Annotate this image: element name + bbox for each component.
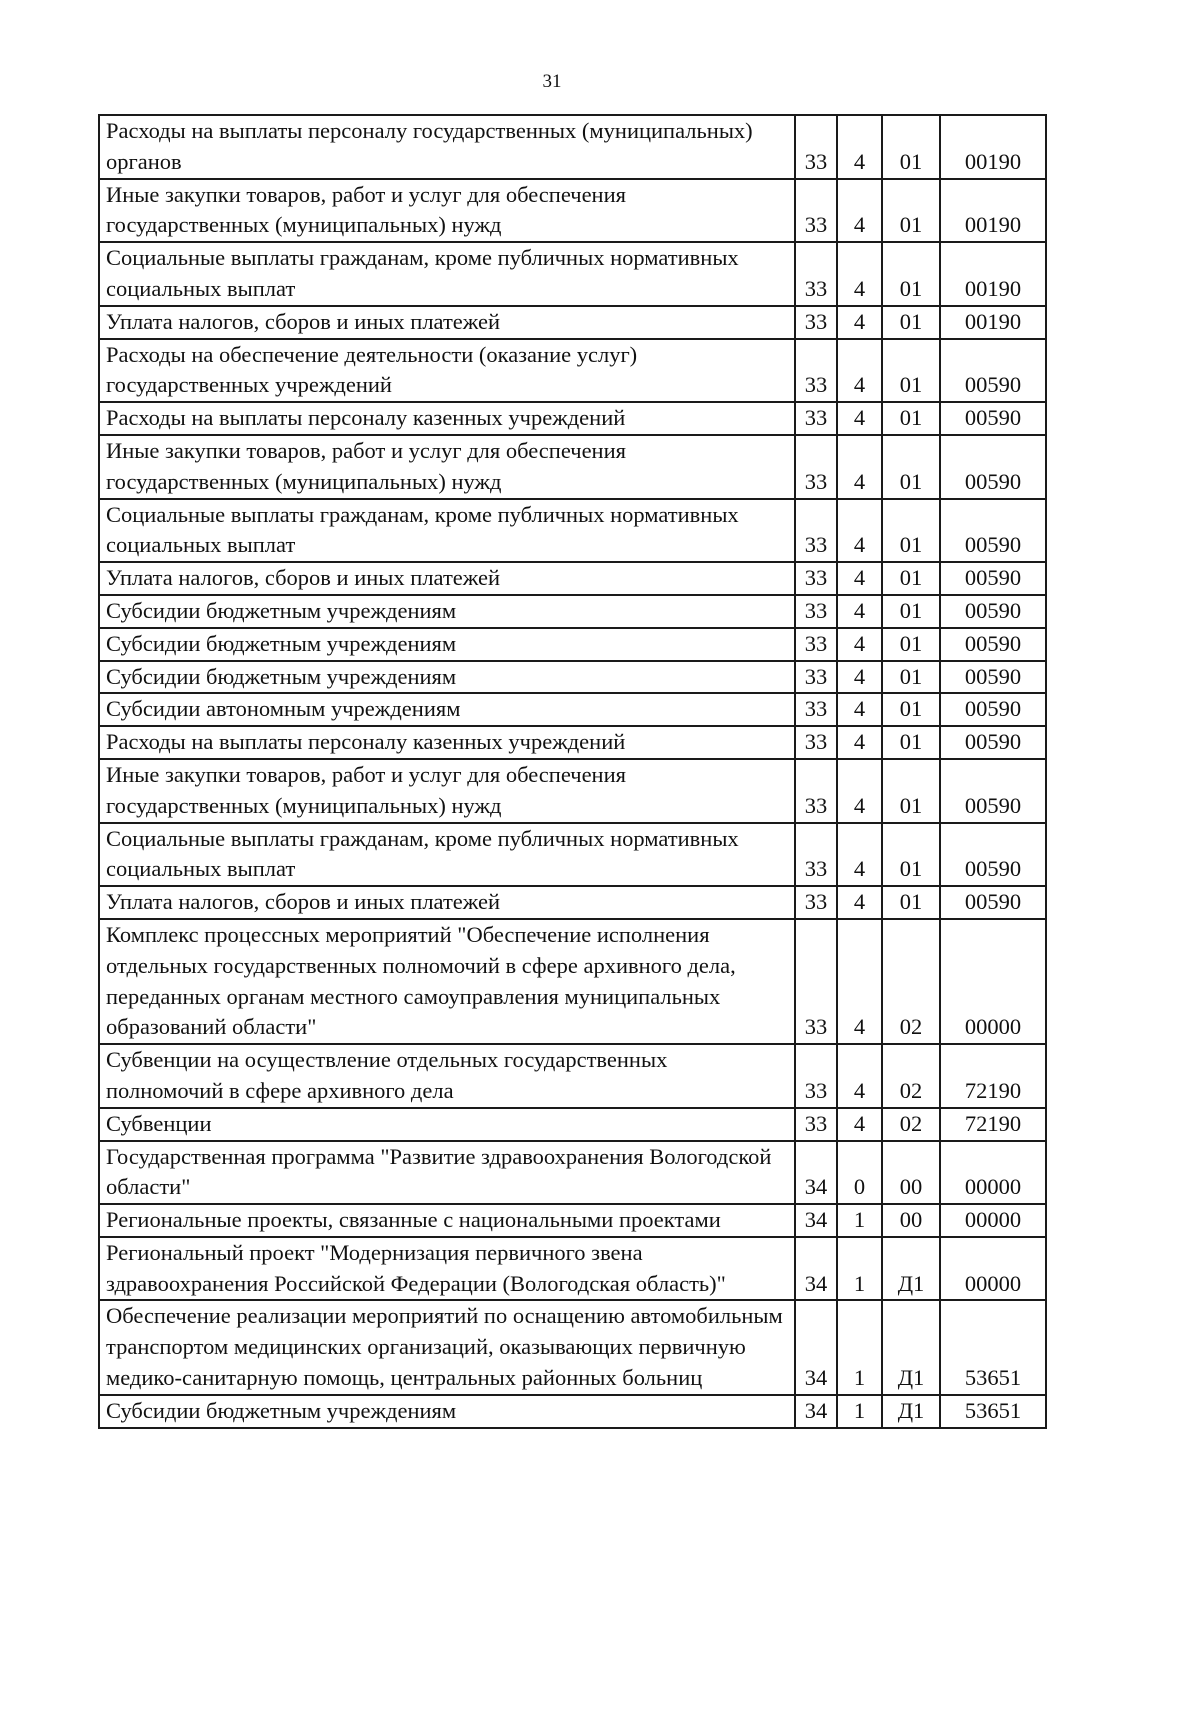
table-row — [99, 402, 1046, 435]
table-row — [99, 1108, 1046, 1141]
row-name-cell: Субсидии бюджетным учреждениям — [99, 595, 795, 628]
row-name-cell: Социальные выплаты гражданам, кроме публичных нормативных социальных выплат — [99, 242, 795, 306]
group-code-cell: 02 — [882, 1044, 940, 1108]
direction-code-cell: 00590 — [940, 823, 1046, 887]
direction-code-cell: 00190 — [940, 115, 1046, 179]
group-code-cell: 01 — [882, 886, 940, 919]
subprogram-code-cell: 4 — [837, 179, 882, 243]
row-name-cell: Социальные выплаты гражданам, кроме публичных нормативных социальных выплат — [99, 499, 795, 563]
program-code-cell: 33 — [795, 726, 837, 759]
subprogram-code-cell: 4 — [837, 402, 882, 435]
subprogram-code-cell: 4 — [837, 595, 882, 628]
table-body — [99, 115, 1046, 1428]
row-name-cell: Расходы на выплаты персоналу казенных учреждений — [99, 726, 795, 759]
group-code-cell: Д1 — [882, 1395, 940, 1428]
direction-code-cell: 00000 — [940, 1204, 1046, 1237]
row-name-cell: Иные закупки товаров, работ и услуг для обеспечения государственных (муниципальных) нужд — [99, 759, 795, 823]
subprogram-code-cell: 4 — [837, 886, 882, 919]
row-name-cell: Расходы на выплаты персоналу государственных (муниципальных) органов — [99, 115, 795, 179]
table-row — [99, 1395, 1046, 1428]
table-row — [99, 1237, 1046, 1301]
program-code-cell: 33 — [795, 306, 837, 339]
row-name-cell: Иные закупки товаров, работ и услуг для обеспечения государственных (муниципальных) нужд — [99, 435, 795, 499]
row-name-cell: Субсидии автономным учреждениям — [99, 693, 795, 726]
subprogram-code-cell: 4 — [837, 759, 882, 823]
direction-code-cell: 00590 — [940, 759, 1046, 823]
page-number: 31 — [542, 71, 562, 92]
direction-code-cell: 00590 — [940, 726, 1046, 759]
program-code-cell: 33 — [795, 115, 837, 179]
table-row — [99, 595, 1046, 628]
group-code-cell: 01 — [882, 661, 940, 694]
program-code-cell: 33 — [795, 919, 837, 1044]
table-row — [99, 1141, 1046, 1205]
subprogram-code-cell: 1 — [837, 1300, 882, 1394]
subprogram-code-cell: 4 — [837, 499, 882, 563]
row-name-cell: Региональные проекты, связанные с национальными проектами — [99, 1204, 795, 1237]
subprogram-code-cell: 4 — [837, 1108, 882, 1141]
direction-code-cell: 00590 — [940, 628, 1046, 661]
table-row — [99, 661, 1046, 694]
table-row — [99, 693, 1046, 726]
group-code-cell: 01 — [882, 115, 940, 179]
subprogram-code-cell: 4 — [837, 919, 882, 1044]
row-name-cell: Уплата налогов, сборов и иных платежей — [99, 562, 795, 595]
direction-code-cell: 00190 — [940, 306, 1046, 339]
row-name-cell: Субсидии бюджетным учреждениям — [99, 661, 795, 694]
program-code-cell: 33 — [795, 562, 837, 595]
subprogram-code-cell: 1 — [837, 1237, 882, 1301]
row-name-cell: Региональный проект "Модернизация первичного звена здравоохранения Российской Федерации (Вологодская область)" — [99, 1237, 795, 1301]
table-row — [99, 562, 1046, 595]
subprogram-code-cell: 4 — [837, 562, 882, 595]
group-code-cell: 01 — [882, 402, 940, 435]
direction-code-cell: 00000 — [940, 1237, 1046, 1301]
direction-code-cell: 00190 — [940, 242, 1046, 306]
direction-code-cell: 00000 — [940, 919, 1046, 1044]
subprogram-code-cell: 4 — [837, 1044, 882, 1108]
group-code-cell: 01 — [882, 693, 940, 726]
group-code-cell: 01 — [882, 339, 940, 403]
group-code-cell: Д1 — [882, 1300, 940, 1394]
subprogram-code-cell: 4 — [837, 726, 882, 759]
table-row — [99, 242, 1046, 306]
row-name-cell: Расходы на обеспечение деятельности (оказание услуг) государственных учреждений — [99, 339, 795, 403]
direction-code-cell: 00000 — [940, 1141, 1046, 1205]
subprogram-code-cell: 1 — [837, 1395, 882, 1428]
group-code-cell: 01 — [882, 628, 940, 661]
program-code-cell: 33 — [795, 499, 837, 563]
table-row — [99, 1204, 1046, 1237]
group-code-cell: 01 — [882, 499, 940, 563]
row-name-cell: Субсидии бюджетным учреждениям — [99, 1395, 795, 1428]
program-code-cell: 33 — [795, 595, 837, 628]
group-code-cell: 01 — [882, 595, 940, 628]
subprogram-code-cell: 4 — [837, 115, 882, 179]
group-code-cell: 02 — [882, 919, 940, 1044]
direction-code-cell: 00590 — [940, 886, 1046, 919]
subprogram-code-cell: 4 — [837, 693, 882, 726]
direction-code-cell: 00590 — [940, 435, 1046, 499]
group-code-cell: 02 — [882, 1108, 940, 1141]
subprogram-code-cell: 4 — [837, 435, 882, 499]
row-name-cell: Расходы на выплаты персоналу казенных учреждений — [99, 402, 795, 435]
subprogram-code-cell: 4 — [837, 628, 882, 661]
row-name-cell: Субвенции — [99, 1108, 795, 1141]
direction-code-cell: 53651 — [940, 1300, 1046, 1394]
row-name-cell: Иные закупки товаров, работ и услуг для обеспечения государственных (муниципальных) нужд — [99, 179, 795, 243]
program-code-cell: 34 — [795, 1395, 837, 1428]
program-code-cell: 33 — [795, 1044, 837, 1108]
program-code-cell: 34 — [795, 1237, 837, 1301]
table-row — [99, 1300, 1046, 1394]
group-code-cell: 01 — [882, 759, 940, 823]
row-name-cell: Социальные выплаты гражданам, кроме публичных нормативных социальных выплат — [99, 823, 795, 887]
table-row — [99, 726, 1046, 759]
direction-code-cell: 00590 — [940, 693, 1046, 726]
program-code-cell: 33 — [795, 1108, 837, 1141]
group-code-cell: 00 — [882, 1141, 940, 1205]
direction-code-cell: 72190 — [940, 1044, 1046, 1108]
group-code-cell: Д1 — [882, 1237, 940, 1301]
direction-code-cell: 00590 — [940, 402, 1046, 435]
subprogram-code-cell: 4 — [837, 306, 882, 339]
program-code-cell: 33 — [795, 242, 837, 306]
direction-code-cell: 72190 — [940, 1108, 1046, 1141]
group-code-cell: 01 — [882, 242, 940, 306]
program-code-cell: 33 — [795, 886, 837, 919]
table-row — [99, 435, 1046, 499]
direction-code-cell: 00590 — [940, 499, 1046, 563]
table-row — [99, 886, 1046, 919]
group-code-cell: 01 — [882, 562, 940, 595]
row-name-cell: Субвенции на осуществление отдельных государственных полномочий в сфере архивного дела — [99, 1044, 795, 1108]
program-code-cell: 33 — [795, 661, 837, 694]
group-code-cell: 01 — [882, 823, 940, 887]
direction-code-cell: 00190 — [940, 179, 1046, 243]
table-row — [99, 306, 1046, 339]
subprogram-code-cell: 0 — [837, 1141, 882, 1205]
group-code-cell: 00 — [882, 1204, 940, 1237]
table-row — [99, 115, 1046, 179]
table-row — [99, 628, 1046, 661]
program-code-cell: 33 — [795, 339, 837, 403]
direction-code-cell: 00590 — [940, 339, 1046, 403]
subprogram-code-cell: 4 — [837, 823, 882, 887]
program-code-cell: 33 — [795, 759, 837, 823]
subprogram-code-cell: 4 — [837, 339, 882, 403]
direction-code-cell: 00590 — [940, 562, 1046, 595]
table-row — [99, 179, 1046, 243]
program-code-cell: 33 — [795, 823, 837, 887]
row-name-cell: Государственная программа "Развитие здравоохранения Вологодской области" — [99, 1141, 795, 1205]
table-row — [99, 339, 1046, 403]
table-row — [99, 823, 1046, 887]
row-name-cell: Уплата налогов, сборов и иных платежей — [99, 306, 795, 339]
table-row — [99, 1044, 1046, 1108]
subprogram-code-cell: 1 — [837, 1204, 882, 1237]
table-row — [99, 499, 1046, 563]
subprogram-code-cell: 4 — [837, 661, 882, 694]
program-code-cell: 33 — [795, 693, 837, 726]
direction-code-cell: 00590 — [940, 661, 1046, 694]
program-code-cell: 34 — [795, 1204, 837, 1237]
table-row — [99, 919, 1046, 1044]
program-code-cell: 33 — [795, 179, 837, 243]
row-name-cell: Уплата налогов, сборов и иных платежей — [99, 886, 795, 919]
row-name-cell: Обеспечение реализации мероприятий по оснащению автомобильным транспортом медицинских организаций, оказывающих первичную медико-санитарную помощь, центральных районных больниц — [99, 1300, 795, 1394]
group-code-cell: 01 — [882, 179, 940, 243]
table-row — [99, 759, 1046, 823]
program-code-cell: 34 — [795, 1141, 837, 1205]
group-code-cell: 01 — [882, 306, 940, 339]
row-name-cell: Комплекс процессных мероприятий "Обеспечение исполнения отдельных государственных полномочий в сфере архивного дела, переданных органам местного самоуправления муниципальных образований области" — [99, 919, 795, 1044]
group-code-cell: 01 — [882, 435, 940, 499]
direction-code-cell: 00590 — [940, 595, 1046, 628]
program-code-cell: 33 — [795, 628, 837, 661]
subprogram-code-cell: 4 — [837, 242, 882, 306]
program-code-cell: 34 — [795, 1300, 837, 1394]
direction-code-cell: 53651 — [940, 1395, 1046, 1428]
group-code-cell: 01 — [882, 726, 940, 759]
program-code-cell: 33 — [795, 435, 837, 499]
row-name-cell: Субсидии бюджетным учреждениям — [99, 628, 795, 661]
program-code-cell: 33 — [795, 402, 837, 435]
budget-classification-table — [98, 114, 1047, 1429]
